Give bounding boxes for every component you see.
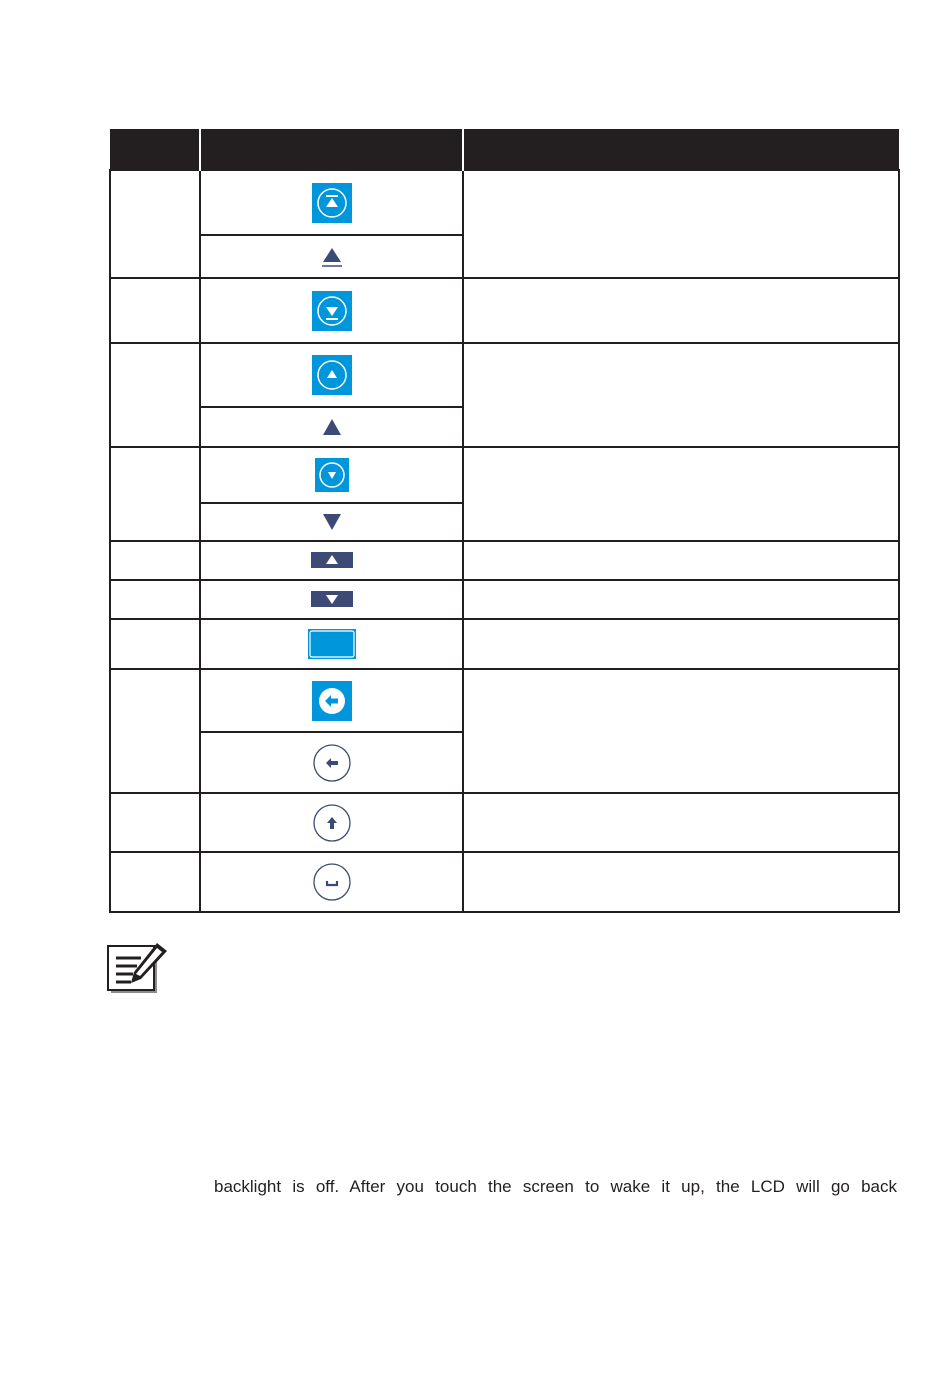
button-cell [200, 235, 463, 278]
table-row [110, 541, 899, 580]
description-cell [463, 619, 899, 669]
top-arrow-icon[interactable] [321, 246, 343, 268]
space-icon[interactable] [312, 862, 352, 902]
description-cell [463, 852, 899, 912]
item-cell [110, 343, 200, 447]
button-cell [200, 619, 463, 669]
description-cell [463, 170, 899, 278]
note-body-line: backlight is off. After you touch the screen to wake it up, the LCD will go back [214, 1177, 897, 1196]
description-cell [463, 580, 899, 619]
shift-icon[interactable] [312, 803, 352, 843]
button-cell [200, 447, 463, 503]
description-cell [463, 343, 899, 447]
button-cell [200, 852, 463, 912]
scroll-down-icon[interactable] [315, 458, 349, 492]
table-row [110, 580, 899, 619]
back-icon[interactable] [312, 681, 352, 721]
description-cell [463, 541, 899, 580]
item-cell [110, 278, 200, 343]
increase-icon[interactable] [311, 552, 353, 568]
item-cell [110, 619, 200, 669]
button-cell [200, 170, 463, 235]
description-cell [463, 793, 899, 852]
header-cell-description [463, 129, 899, 170]
table-row [110, 619, 899, 669]
button-cell [200, 541, 463, 580]
item-cell [110, 852, 200, 912]
decrease-icon[interactable] [311, 591, 353, 607]
up-triangle-icon[interactable] [321, 418, 343, 436]
button-cell [200, 793, 463, 852]
header-cell-button [200, 129, 463, 170]
confirm-button-icon[interactable] [308, 629, 356, 659]
item-cell [110, 580, 200, 619]
button-cell [200, 580, 463, 619]
down-triangle-icon[interactable] [321, 513, 343, 531]
item-cell [110, 170, 200, 278]
table-header-row [110, 129, 899, 170]
button-cell [200, 278, 463, 343]
button-cell [200, 503, 463, 541]
item-cell [110, 669, 200, 793]
button-function-table [109, 129, 900, 913]
button-cell [200, 669, 463, 732]
item-cell [110, 447, 200, 541]
item-cell [110, 541, 200, 580]
backspace-icon[interactable] [312, 743, 352, 783]
page-up-icon[interactable] [312, 183, 352, 223]
button-cell [200, 407, 463, 447]
page-down-icon[interactable] [312, 291, 352, 331]
table-row [110, 278, 899, 343]
table-row [110, 669, 899, 732]
description-cell [463, 278, 899, 343]
table-row [110, 343, 899, 407]
table-row [110, 793, 899, 852]
scroll-up-icon[interactable] [312, 355, 352, 395]
button-cell [200, 343, 463, 407]
note-pencil-icon [107, 941, 169, 1002]
table-row [110, 170, 899, 235]
description-cell [463, 447, 899, 541]
description-cell [463, 669, 899, 793]
table-row [110, 447, 899, 503]
item-cell [110, 793, 200, 852]
button-cell [200, 732, 463, 793]
header-cell-item [110, 129, 200, 170]
table-row [110, 852, 899, 912]
